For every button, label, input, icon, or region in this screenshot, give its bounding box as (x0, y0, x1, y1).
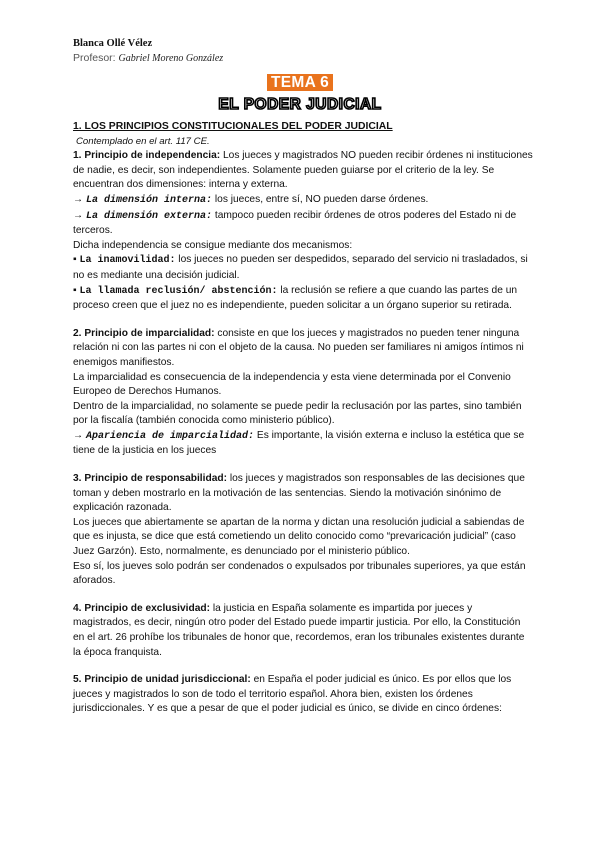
dimension-externa-label: La dimensión externa: (86, 210, 213, 222)
tema-heading (0, 74, 600, 92)
bullet-icon: ▪ (73, 254, 80, 266)
spacer (73, 459, 533, 472)
tema-label: TEMA 6 (267, 74, 333, 91)
principle-independencia (73, 149, 533, 193)
mechanism-reclusion (73, 284, 533, 314)
document-title: EL PODER JUDICIAL (218, 96, 382, 113)
mechanism-inamovilidad (73, 253, 533, 283)
principle-exclusividad (73, 602, 533, 660)
principle-text: en España el poder judicial es único. Es por ellos que los jueces y magistrados lo son de todo el territorio español. Ahora bien, existen los órdenes jurisdiccionales. Y es que a pesar de que el poder judicial es único, se divide en cinco órdenes: (73, 674, 512, 715)
dimension-externa (73, 209, 533, 239)
spacer (73, 589, 533, 602)
dimension-interna (73, 193, 533, 209)
principle-responsabilidad (73, 472, 533, 516)
principle-imparcialidad (73, 327, 533, 371)
principle-text: consiste en que los jueces y magistrados no pueden tener ninguna relación ni con las partes ni con el objeto de la causa. No pueden ser familiares ni amigos íntimos ni enemigos manifiestos. (73, 327, 524, 368)
apariencia-imparcialidad (73, 429, 533, 459)
principle-title: 5. Principio de unidad jurisdiccional: (73, 674, 251, 686)
imparcialidad-line-3: Dentro de la imparcialidad, no solamente se puede pedir la reclusación por las partes, sino también por la fiscalía (también conocida como ministerio público). (73, 400, 522, 427)
dimension-interna-text: los jueces, entre sí, NO pueden darse órdenes. (212, 193, 429, 205)
arrow-icon: → (73, 429, 87, 441)
principle-text: los jueces y magistrados son responsables de las decisiones que toman y deben mostrarlo en la motivación de las sentencias. Siendo la motivación sinónimo de explicación razonada. (73, 473, 525, 514)
mechanisms-intro: Dicha independencia se consigue mediante dos mecanismos: (73, 239, 353, 251)
spacer (73, 314, 533, 327)
spacer (73, 660, 533, 673)
bullet-icon: ▪ (73, 284, 80, 296)
reclusion-label: La llamada reclusión/ abstención: (79, 285, 278, 297)
principle-title: 4. Principio de exclusividad: (73, 602, 211, 614)
inamovilidad-label: La inamovilidad: (79, 255, 176, 267)
author-name: Blanca Ollé Vélez (73, 38, 153, 49)
apariencia-text: Es importante, la visión externa e incluso la estética que se tiene de la justicia en los jueces (73, 429, 525, 457)
dimension-externa-text: tampoco pueden recibir órdenes de otros poderes del Estado ni de terceros. (73, 209, 517, 237)
professor-label: Profesor: (73, 52, 119, 64)
principle-title: 3. Principio de responsabilidad: (73, 473, 227, 485)
apariencia-label: Apariencia de imparcialidad: (86, 430, 255, 442)
reclusion-text: la reclusión se refiere a que cuando las partes de un proceso creen que el juez no es independiente, pueden solicitar a un órgano superior su retirada. (73, 284, 518, 312)
arrow-icon: → (73, 193, 87, 205)
responsabilidad-line-3: Eso sí, los jueves solo podrán ser condenados o expulsados por tribunales superiores, ya que están aforados. (73, 560, 526, 587)
arrow-icon: → (73, 209, 87, 221)
principle-title: 1. Principio de independencia: (73, 150, 221, 162)
principle-text: la justicia en España solamente es impartida por jueces y magistrados, es decir, ningún otro poder del Estado puede impartir justicia. Por ello, la Constitución en el art. 26 prohíbe los tribunales de honor que, recordemos, eran los tribunales existentes durante la época franquista. (73, 602, 525, 658)
principle-text: Los jueces y magistrados NO pueden recibir órdenes ni instituciones de nadie, es decir, son independientes. Solamente pueden guiarse por el criterio de la ley. Se encuentran dos dimensiones: interna y externa. (73, 150, 533, 191)
professor-name: Gabriel Moreno González (118, 53, 224, 64)
section-note: Contemplado en el art. 117 CE. (76, 135, 210, 147)
document-body (73, 120, 533, 717)
dimension-interna-label: La dimensión interna: (86, 194, 213, 206)
inamovilidad-text: los jueces no pueden ser despedidos, separado del servicio ni trasladados, si no es mediante una decisión judicial. (73, 254, 528, 281)
professor-line (73, 52, 223, 64)
principle-title: 2. Principio de imparcialidad: (73, 327, 215, 339)
section-heading: 1. LOS PRINCIPIOS CONSTITUCIONALES DEL PODER JUDICIAL (73, 121, 393, 132)
responsabilidad-line-2: Los jueces que abiertamente se apartan de la norma y dictan una resolución judicial a sabiendas de que es injusta, se dice que está cometiendo un delito conocido como “prevaricación judicial” (caso Juez Garzón). Esto, normalmente, es denunciado por el ministerio público. (73, 516, 525, 558)
principle-unidad-jurisdiccional (73, 673, 533, 717)
imparcialidad-line-2: La imparcialidad es consecuencia de la independencia y esta viene determinada por el Convenio Europeo de Derechos Humanos. (73, 371, 511, 398)
